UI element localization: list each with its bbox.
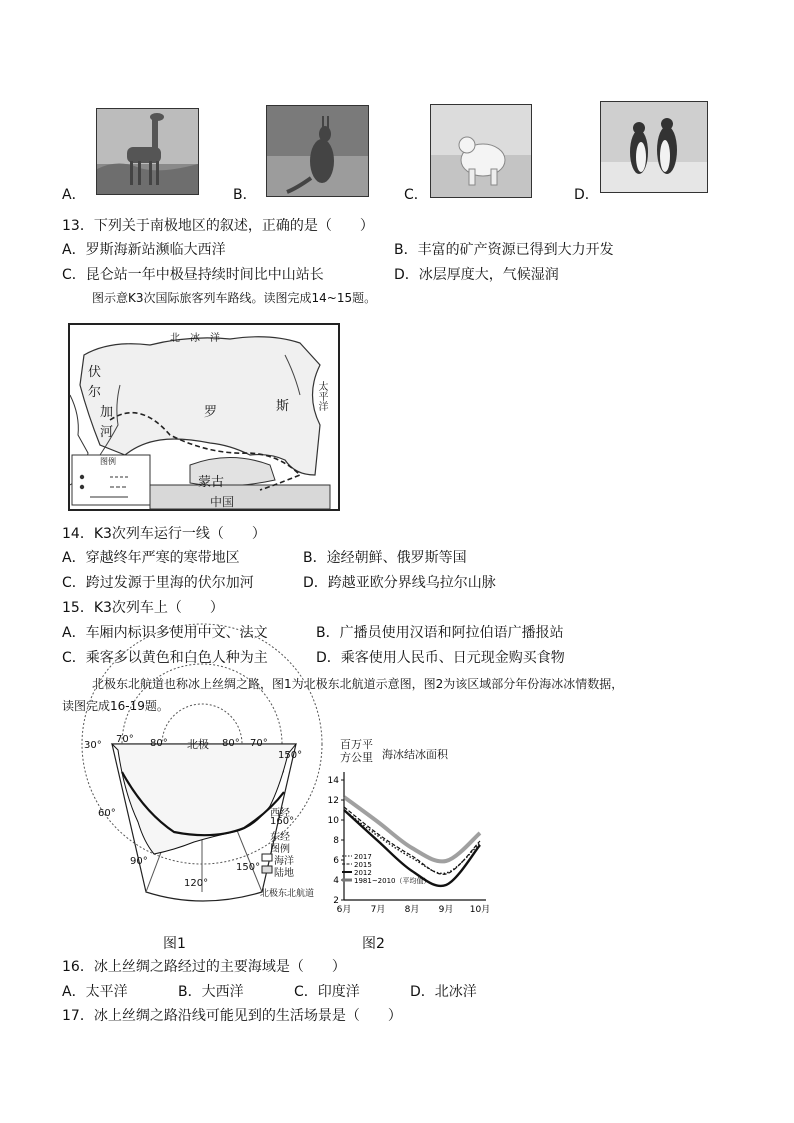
sea-ice-chart bbox=[327, 732, 500, 922]
fig2-caption: 图2 bbox=[362, 936, 385, 952]
lon-70b-label: 70° bbox=[250, 738, 268, 749]
lon-150b-label: 150° bbox=[236, 862, 261, 873]
intro-16-19-line2: 读图完成16-19题。 bbox=[62, 699, 169, 713]
q15-stem: 15．K3次列车上（ ） bbox=[62, 600, 224, 616]
y-tick-label: 14 bbox=[327, 776, 339, 786]
x-tick-label: 10月 bbox=[469, 905, 491, 915]
lon-90-label: 90° bbox=[130, 856, 148, 867]
legend-label: 2015 bbox=[354, 861, 372, 869]
china-label: 中国 bbox=[210, 495, 235, 509]
legend-land-label: 陆地 bbox=[274, 868, 294, 879]
polar-bear-photo bbox=[430, 104, 532, 198]
chart-ylabel: 百万平方公里 bbox=[340, 738, 373, 764]
q13-option-c: C．昆仑站一年中极昼持续时间比中山站长 bbox=[62, 267, 324, 283]
volga-char-1: 伏 bbox=[88, 365, 102, 380]
legend-ocean-label: 海洋 bbox=[274, 856, 294, 867]
x-tick-label: 6月 bbox=[336, 905, 352, 915]
x-tick-label: 7月 bbox=[370, 905, 386, 915]
q14-option-c: C．跨过发源于里海的伏尔加河 bbox=[62, 575, 254, 591]
lon-80b-label: 80° bbox=[222, 738, 240, 749]
q13-option-d: D．冰层厚度大，气候湿润 bbox=[394, 267, 559, 283]
x-tick-label: 9月 bbox=[438, 905, 454, 915]
y-tick-label: 4 bbox=[333, 876, 339, 886]
volga-char-3: 加 bbox=[100, 405, 114, 420]
chart-title: 海冰结冰面积 bbox=[382, 748, 448, 761]
kangaroo-photo bbox=[266, 105, 369, 197]
q14-option-d: D．跨越亚欧分界线乌拉尔山脉 bbox=[303, 575, 496, 591]
lon-160-label: 160° bbox=[270, 816, 295, 827]
q15-option-c: C．乘客多以黄色和白色人种为主 bbox=[62, 650, 268, 666]
mongolia-label: 蒙古 bbox=[198, 475, 225, 490]
q14-option-a: A．穿越终年严寒的寒带地区 bbox=[62, 550, 240, 566]
polar-legend-title: 图例 bbox=[270, 844, 290, 855]
lon-30-label: 30° bbox=[84, 740, 102, 751]
lon-120-label: 120° bbox=[184, 878, 209, 889]
russia-char-2: 斯 bbox=[276, 399, 290, 414]
q16-option-b: B．大西洋 bbox=[178, 984, 244, 1000]
legend-label: 1981~2010（平均值） bbox=[354, 877, 431, 885]
k3-route-map bbox=[68, 323, 340, 511]
map1-legend-title: 图例 bbox=[100, 457, 116, 466]
q16-option-a: A．太平洋 bbox=[62, 984, 128, 1000]
y-tick-label: 6 bbox=[333, 856, 339, 866]
pacific-label: 太平洋 bbox=[316, 381, 327, 411]
fig1-caption: 图1 bbox=[163, 936, 186, 952]
q14-option-b: B．途经朝鲜、俄罗斯等国 bbox=[303, 550, 467, 566]
arctic-route-map bbox=[84, 732, 320, 920]
q14-stem: 14．K3次列车运行一线（ ） bbox=[62, 526, 266, 542]
lon-70a-label: 70° bbox=[116, 734, 134, 745]
penguin-photo bbox=[600, 101, 708, 193]
north-pole-label: 北极 bbox=[187, 738, 209, 751]
option-b-label: B． bbox=[233, 187, 257, 203]
q15-option-a: A．车厢内标识多使用中文、法文 bbox=[62, 625, 268, 641]
option-a-label: A． bbox=[62, 187, 86, 203]
y-tick-label: 2 bbox=[333, 896, 339, 906]
intro-14-15: 图示意K3次国际旅客列车路线。读图完成14~15题。 bbox=[92, 291, 377, 305]
volga-char-2: 尔 bbox=[88, 385, 102, 400]
y-tick-label: 12 bbox=[327, 796, 339, 806]
q13-option-a: A．罗斯海新站濒临大西洋 bbox=[62, 242, 226, 258]
q15-option-d: D．乘客使用人民币、日元现金购买食物 bbox=[316, 650, 565, 666]
option-c-label: C． bbox=[404, 187, 428, 203]
q15-option-b: B．广播员使用汉语和阿拉伯语广播报站 bbox=[316, 625, 564, 641]
russia-char-1: 罗 bbox=[204, 405, 218, 420]
volga-char-4: 河 bbox=[100, 425, 114, 440]
lon-150a-label: 150° bbox=[278, 750, 303, 761]
route-legend-label: 北极东北航道 bbox=[260, 889, 315, 899]
east-lon-label: 东经 bbox=[270, 832, 290, 843]
lon-80a-label: 80° bbox=[150, 738, 168, 749]
y-tick-label: 10 bbox=[327, 816, 339, 826]
legend-label: 2017 bbox=[354, 853, 372, 861]
lon-60-label: 60° bbox=[98, 808, 116, 819]
q16-option-d: D．北冰洋 bbox=[410, 984, 477, 1000]
giraffe-photo bbox=[96, 108, 199, 195]
q13-option-b: B．丰富的矿产资源已得到大力开发 bbox=[394, 242, 614, 258]
q17-stem: 17．冰上丝绸之路沿线可能见到的生活场景是（ ） bbox=[62, 1008, 402, 1024]
arctic-ocean-label: 北 冰 洋 bbox=[170, 333, 220, 344]
x-tick-label: 8月 bbox=[404, 905, 420, 915]
west-lon-label: 西经 bbox=[270, 808, 290, 819]
q16-stem: 16．冰上丝绸之路经过的主要海域是（ ） bbox=[62, 959, 346, 975]
y-tick-label: 8 bbox=[333, 836, 339, 846]
option-d-label: D． bbox=[574, 187, 599, 203]
intro-16-19-line1: 北极东北航道也称冰上丝绸之路，图1为北极东北航道示意图，图2为该区域部分年份海冰冰情数据， bbox=[92, 677, 624, 691]
legend-label: 2012 bbox=[354, 869, 372, 877]
q16-option-c: C．印度洋 bbox=[294, 984, 360, 1000]
q13-stem: 13．下列关于南极地区的叙述，正确的是（ ） bbox=[62, 218, 374, 234]
